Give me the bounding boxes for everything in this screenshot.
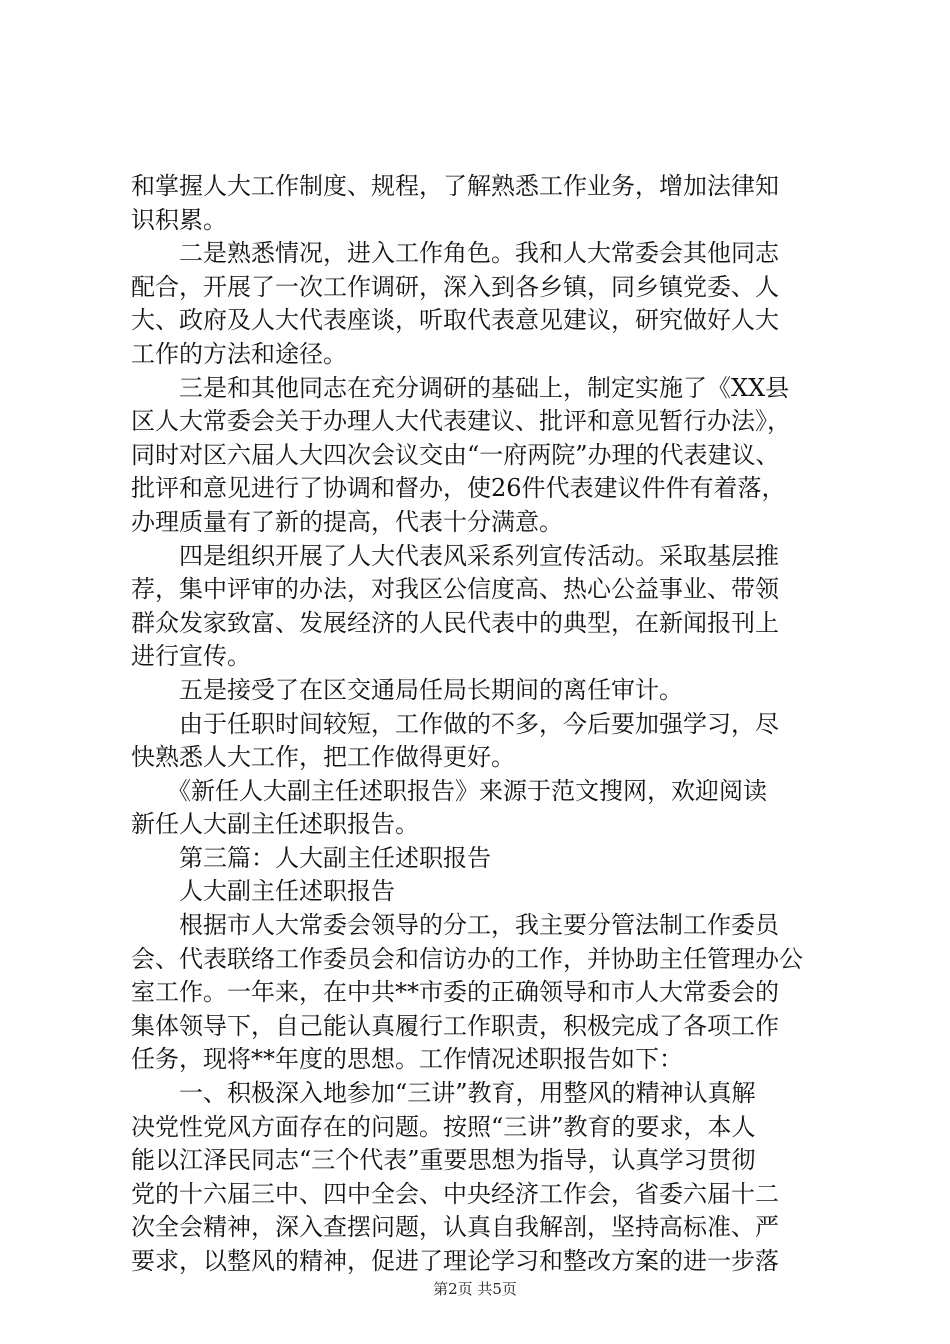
text-line: 配合，开展了一次工作调研，深入到各乡镇，同乡镇党委、人: [131, 272, 779, 301]
text-line: 识积累。: [131, 205, 227, 234]
text-line: 新任人大副主任述职报告。: [131, 810, 419, 839]
text-line: 群众发家致富、发展经济的人民代表中的典型，在新闻报刊上: [131, 608, 779, 637]
text-line: 党的十六届三中、四中全会、中央经济工作会，省委六届十二: [131, 1179, 779, 1208]
text-line: 快熟悉人大工作，把工作做得更好。: [131, 743, 515, 772]
text-line: 工作的方法和途径。: [131, 339, 347, 368]
text-line: 会、代表联络工作委员会和信访办的工作，并协助主任管理办公: [131, 944, 803, 973]
text-line: 要求，以整风的精神，促进了理论学习和整改方案的进一步落: [131, 1247, 779, 1275]
text-line: 室工作。一年来，在中共**市委的正确领导和市人大常委会的: [131, 978, 779, 1007]
text-line: 《新任人大副主任述职报告》来源于范文搜网，欢迎阅读: [131, 776, 767, 805]
text-line: 进行宣传。: [131, 642, 251, 671]
text-line: 大、政府及人大代表座谈，听取代表意见建议，研究做好人大: [131, 306, 779, 335]
text-line: 决党性党风方面存在的问题。按照“三讲”教育的要求，本人: [131, 1112, 756, 1141]
text-line: 三是和其他同志在充分调研的基础上，制定实施了《XX县: [131, 373, 790, 402]
text-line: 和掌握人大工作制度、规程，了解熟悉工作业务，增加法律知: [131, 172, 779, 200]
text-line: 人大副主任述职报告: [131, 877, 395, 906]
text-line: 由于任职时间较短，工作做的不多，今后要加强学习，尽: [131, 709, 779, 738]
text-line: 五是接受了在区交通局任局长期间的离任审计。: [131, 675, 683, 704]
text-line: 同时对区六届人大四次会议交由“一府两院”办理的代表建议、: [131, 440, 780, 469]
text-line: 荐，集中评审的办法，对我区公信度高、热心公益事业、带领: [131, 575, 779, 604]
text-line: 集体领导下，自己能认真履行工作职责，积极完成了各项工作: [131, 1011, 779, 1040]
document-body: [131, 170, 831, 1279]
text-line: 批评和意见进行了协调和督办，使26件代表建议件件有着落，: [131, 474, 786, 503]
text-line: 二是熟悉情况，进入工作角色。我和人大常委会其他同志: [131, 239, 779, 268]
text-line: 区人大常委会关于办理人大代表建议、批评和意见暂行办法》，: [131, 407, 791, 436]
text-line: 任务，现将**年度的思想。工作情况述职报告如下：: [131, 1045, 683, 1074]
page-footer: 第2页 共5页: [433, 1280, 517, 1298]
text-line: 四是组织开展了人大代表风采系列宣传活动。采取基层推: [131, 541, 779, 570]
text-line: 次全会精神，深入查摆问题，认真自我解剖，坚持高标准、严: [131, 1213, 779, 1242]
text-line: 根据市人大常委会领导的分工，我主要分管法制工作委员: [131, 911, 779, 940]
text-line: 能以江泽民同志“三个代表”重要思想为指导，认真学习贯彻: [131, 1146, 756, 1175]
text-line: 办理质量有了新的提高，代表十分满意。: [131, 507, 563, 536]
text-line: 第三篇：人大副主任述职报告: [131, 843, 491, 872]
text-line: 一、积极深入地参加“三讲”教育，用整风的精神认真解: [131, 1079, 756, 1108]
